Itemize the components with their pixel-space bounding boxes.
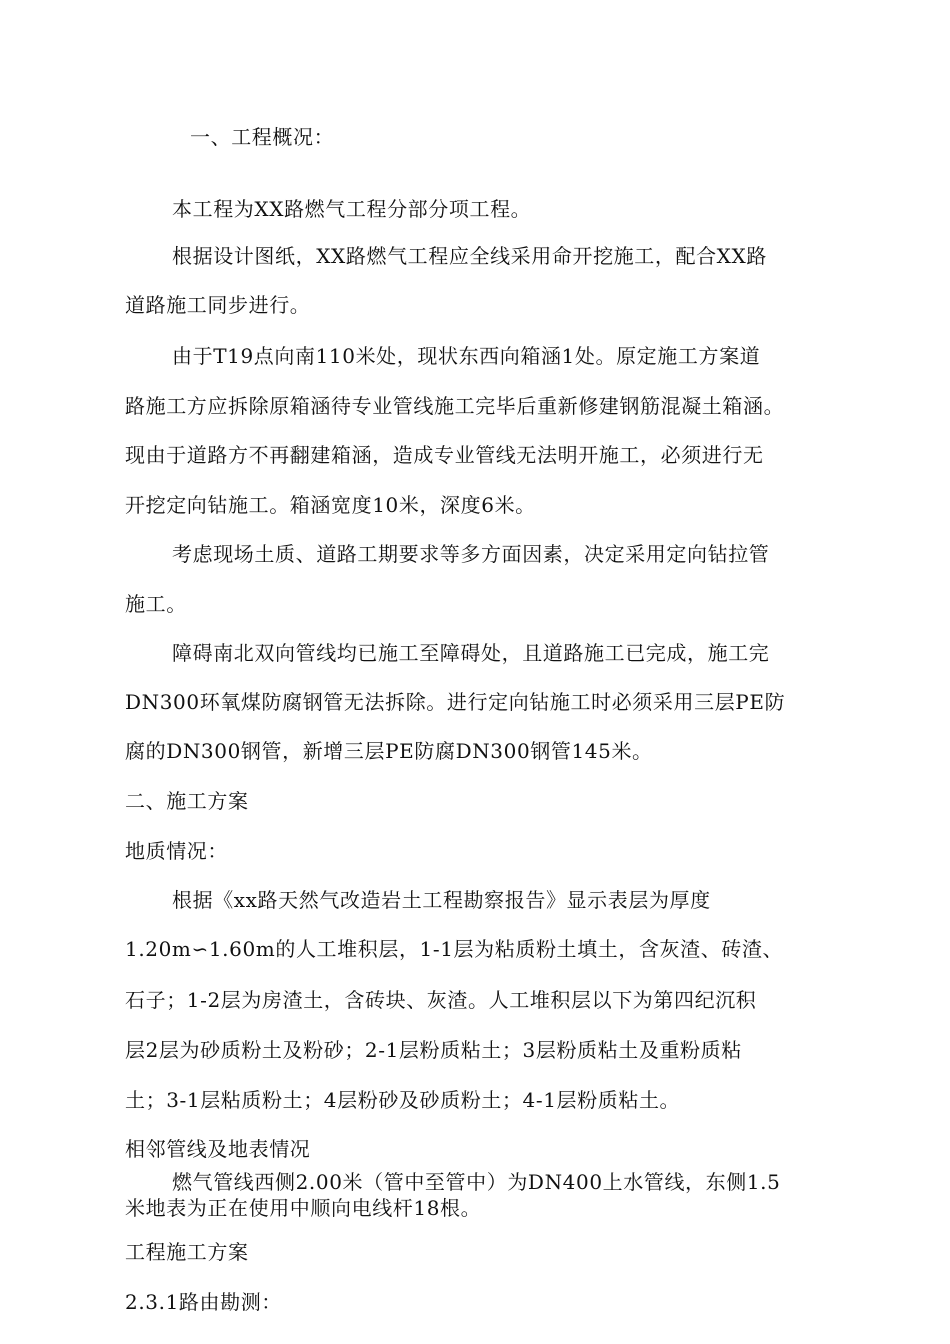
section-2-heading: 二、施工方案 [125,789,249,813]
para-5-line-1: 障碍南北双向管线均已施工至障碍处，且道路施工已完成，施工完 [172,641,770,665]
geology-line-2: 1.20m∽1.60m的人工堆积层，1-1层为粘质粉土填土，含灰渣、砖渣、 [125,937,784,961]
geology-heading: 地质情况： [125,839,228,863]
adjacent-line-2: 米地表为正在使用中顺向电线杆18根。 [125,1196,482,1220]
para-5-line-2: DN300环氧煤防腐钢管无法拆除。进行定向钻施工时必须采用三层PE防 [125,690,786,714]
para-2-line-1: 根据设计图纸，XX路燃气工程应全线采用命开挖施工，配合XX路 [172,244,767,268]
geology-line-5: 土；3-1层粘质粉土；4层粉砂及砂质粉土；4-1层粉质粘土。 [125,1088,681,1112]
para-3-line-1: 由于T19点向南110米处，现状东西向箱涵1处。原定施工方案道 [172,344,761,368]
adjacent-line-1: 燃气管线西侧2.00米（管中至管中）为DN400上水管线，东侧1.5 [172,1170,781,1194]
para-4-line-2: 施工。 [125,592,187,616]
geology-line-3: 石子；1-2层为房渣土，含砖块、灰渣。人工堆积层以下为第四纪沉积 [125,988,757,1012]
para-2-line-2: 道路施工同步进行。 [125,293,311,317]
plan-heading: 工程施工方案 [125,1240,249,1264]
geology-line-1: 根据《xx路天然气改造岩土工程勘察报告》显示表层为厚度 [172,888,711,912]
adjacent-heading: 相邻管线及地表情况 [125,1137,311,1161]
geology-line-4: 层2层为砂质粉土及粉砂；2-1层粉质粘土；3层粉质粘土及重粉质粘 [125,1038,742,1062]
para-3-line-4: 开挖定向钻施工。箱涵宽度10米，深度6米。 [125,493,536,517]
para-3-line-3: 现由于道路方不再翻建箱涵，造成专业管线无法明开施工，必须进行无 [125,443,764,467]
subsection-2-3-1-heading: 2.3.1路由勘测： [125,1290,282,1314]
section-1-heading: 一、工程概况： [190,125,335,149]
para-5-line-3: 腐的DN300钢管，新增三层PE防腐DN300钢管145米。 [125,739,653,763]
para-3-line-2: 路施工方应拆除原箱涵待专业管线施工完毕后重新修建钢筋混凝土箱涵。 [125,394,785,418]
para-4-line-1: 考虑现场土质、道路工期要求等多方面因素，决定采用定向钻拉管 [172,542,770,566]
para-1-line-1: 本工程为XX路燃气工程分部分项工程。 [172,197,532,221]
